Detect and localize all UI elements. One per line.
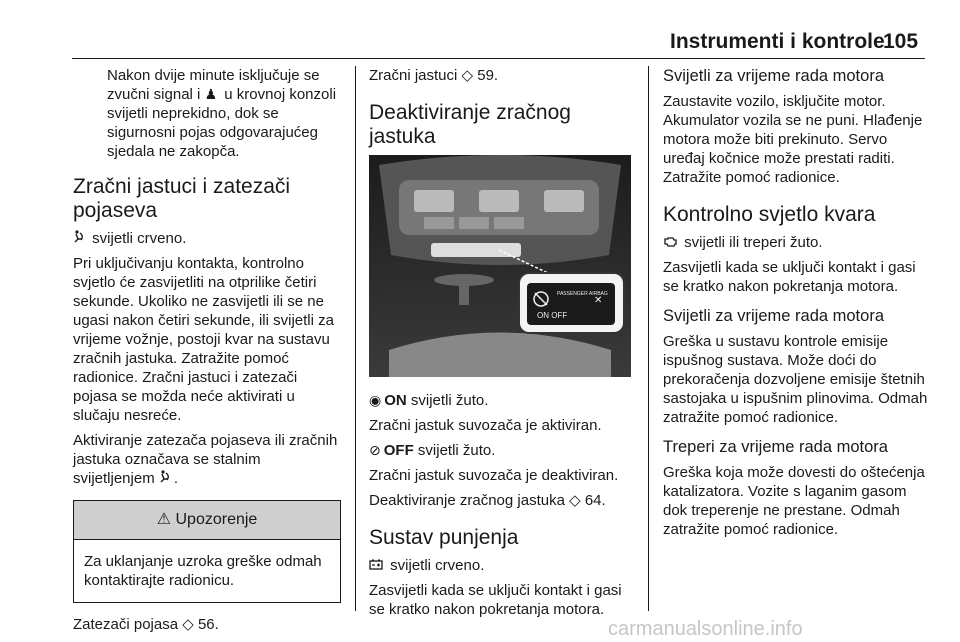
charging-description: Zasvijetli kada se uključi kontakt i gasi se kratko nakon pokretanja motora. (369, 582, 622, 618)
airbag-lamp-line: svijetli crveno. (73, 229, 341, 248)
header-title: Instrumenti i kontrole (670, 30, 885, 53)
warning-header: ⚠ Upozorenje (74, 501, 340, 540)
catalyst-paragraph: Greška koja može dovesti do oštećenja katalizatora. Vozite s laganim gasom dok treperenje ne prestane. Odmah zatražite pomoć radionice. (663, 464, 925, 538)
airbag-warning-icon (73, 229, 85, 248)
airbag-warning-icon (159, 469, 171, 488)
malfunction-lamp-line: svijetli ili treperi žuto. (663, 233, 931, 252)
airbag-on-icon: ◉ (369, 392, 382, 408)
malfunction-heading: Kontrolno svjetlo kvara (663, 203, 876, 226)
overhead-console-photo (369, 155, 631, 377)
header-rule (72, 58, 925, 59)
warning-triangle-icon: ⚠ (156, 511, 172, 528)
tensioner-paragraph: Aktiviranje zatezača pojaseva ili zračnih jastuka označava se stalnim svijetljenjem . (73, 432, 338, 487)
svg-text:✕: ✕ (594, 295, 603, 306)
intro-paragraph: Nakon dvije minute isključuje se zvučni signal i ♟ u krovnoj konzoli svijetli neprekidno, dok se sigurnosni pojas odgovarajućeg sjedala ne zakopča. (107, 67, 337, 160)
airbag-off-description: Zračni jastuk suvozača je deaktiviran. (369, 467, 619, 484)
engine-running-heading: Svijetli za vrijeme rada motora (663, 67, 884, 85)
deactivation-reference: Deaktiviranje zračnog jastuka ◇ 64. (369, 492, 606, 509)
flashing-heading: Treperi za vrijeme rada motora (663, 438, 888, 456)
airbag-paragraph: Pri uključivanju kontakta, kontrolno svjetlo će zasvijetliti na otprilike četiri sekunde. Ukoliko ne zasvijetli ili se ne ugasi nakon četiri sekunde, ili svijetli za vrijeme vožnje, postoji kvar na sustavu zračnih jastuka. Zatražite pomoć radionice. Zračni jastuci i zatezači pojasa se možda neće aktivirati u slučaju nesreće. (73, 255, 334, 424)
column-1 (73, 66, 341, 640)
charging-lamp-line: svijetli crveno. (369, 556, 633, 575)
page-ref-arrow-icon: ◇ (461, 67, 474, 84)
page-ref-arrow-icon: ◇ (182, 616, 194, 633)
battery-icon (369, 556, 383, 575)
emission-paragraph: Greška u sustavu kontrole emisije ispušnog sustava. Može doći do prekoračenja dozvoljene emisije štetnih sastojaka u ispušnim plinovima. Odmah zatražite pomoć radionice. (663, 333, 928, 426)
charging-heading: Sustav punjenja (369, 526, 519, 549)
airbag-off-line: ⊘ OFF svijetli žuto. (369, 442, 496, 459)
column-divider-1 (355, 66, 356, 611)
photo-label-on-off: ON OFF (537, 311, 568, 320)
engine-running-heading-2: Svijetli za vrijeme rada motora (663, 307, 884, 325)
malfunction-paragraph: Zasvijetli kada se uključi kontakt i gasi se kratko nakon pokretanja motora. (663, 259, 916, 295)
reference-line: Zatezači pojasa ◇ 56. (73, 616, 219, 633)
airbag-on-line: ◉ ON svijetli žuto. (369, 392, 489, 409)
airbag-heading: Zračni jastuci i zatezači pojaseva (73, 175, 291, 222)
column-3 (663, 66, 931, 545)
photo-label-passenger-airbag: PASSENGER AIRBAG (557, 291, 608, 297)
airbag-deactivation-heading: Deaktiviranje zračnog jastuka (369, 101, 571, 148)
engine-icon (663, 233, 677, 252)
warning-text: Za uklanjanje uzroka greške odmah kontaktirajte radionicu. (84, 553, 322, 589)
watermark: carmanualsonline.info (608, 618, 803, 640)
warning-box (73, 500, 341, 603)
page-number: 105 (883, 30, 919, 53)
seatbelt-person-icon: ♟ (204, 86, 218, 102)
page-ref-arrow-icon: ◇ (569, 492, 581, 509)
airbag-off-icon: ⊘ (369, 442, 381, 458)
column-divider-2 (648, 66, 649, 611)
airbag-on-description: Zračni jastuk suvozača je aktiviran. (369, 417, 602, 434)
column-2 (369, 66, 633, 625)
reference-line: Zračni jastuci ◇ 59. (369, 67, 499, 84)
engine-running-paragraph: Zaustavite vozilo, isključite motor. Akumulator vozila se ne puni. Hlađenje motora može biti prekinuto. Servo uređaj kočnice može prestati raditi. Zatražite pomoć radionice. (663, 93, 923, 186)
